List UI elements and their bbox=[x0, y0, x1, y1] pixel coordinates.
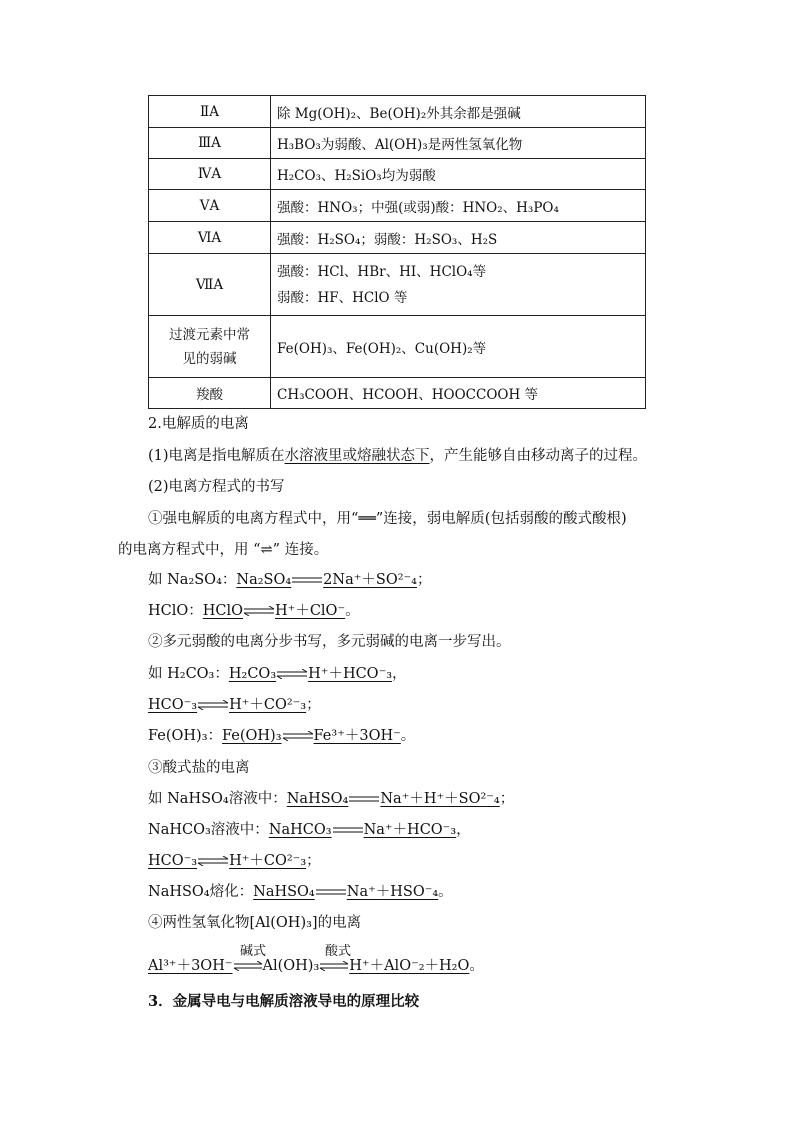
content-cell: CH₃COOH、HCOOH、HOOCCOOH 等 bbox=[271, 378, 646, 409]
punctuation: ； bbox=[306, 697, 321, 713]
equation-line bbox=[148, 695, 321, 715]
equation-line bbox=[148, 664, 407, 684]
equation-prefix: 如 H₂CO₃： bbox=[148, 666, 229, 682]
equation-line bbox=[148, 789, 514, 809]
equation-prefix: NaHCO₃溶液中： bbox=[148, 822, 269, 838]
group-cell: ⅤA bbox=[149, 190, 271, 222]
content-cell: Fe(OH)₃、Fe(OH)₂、Cu(OH)₂等 bbox=[271, 316, 646, 378]
equation-body bbox=[287, 791, 500, 807]
equation-right: H⁺＋AlO⁻₂＋H₂O bbox=[349, 958, 470, 974]
equation-line bbox=[148, 726, 415, 746]
punctuation: ； bbox=[499, 791, 515, 807]
text: (1)电离是指电解质在 bbox=[148, 448, 285, 464]
content-line: 弱酸：HF、HClO 等 bbox=[277, 289, 408, 306]
equation-line bbox=[148, 882, 453, 902]
product: H⁺＋HCO⁻₃ bbox=[308, 666, 393, 682]
punctuation: ， bbox=[456, 822, 471, 838]
equation-prefix: Fe(OH)₃： bbox=[148, 728, 223, 744]
equilibrium-arrow-icon bbox=[282, 731, 314, 741]
underlined-text: 水溶液里或熔融状态下 bbox=[284, 448, 430, 464]
paragraph: 的电离方程式中，用 “⇌” 连接。 bbox=[118, 542, 329, 558]
content-cell: 强酸：HNO₃；中强(或弱)酸：HNO₂、H₃PO₄ bbox=[271, 190, 646, 222]
reactant: NaHSO₄ bbox=[253, 884, 315, 900]
equilibrium-arrow-icon bbox=[319, 961, 349, 971]
table-row bbox=[149, 159, 646, 190]
table-row bbox=[149, 254, 646, 316]
equation-line bbox=[148, 956, 484, 976]
group-cell: ⅦA bbox=[149, 254, 271, 316]
punctuation: ， bbox=[392, 666, 407, 682]
equation-body bbox=[222, 728, 401, 744]
group-cell: 过渡元素中常见的弱碱 bbox=[149, 316, 271, 378]
content-cell: H₂CO₃、H₂SiO₃均为弱酸 bbox=[271, 159, 646, 190]
equals-sign-icon bbox=[332, 825, 364, 835]
paragraph: ②多元弱酸的电离分步书写，多元弱碱的电离一步写出。 bbox=[148, 634, 511, 650]
product: 2Na⁺＋SO²⁻₄ bbox=[323, 572, 417, 588]
product: H⁺＋ClO⁻ bbox=[275, 603, 346, 619]
reactant: HCO⁻₃ bbox=[148, 853, 198, 869]
content-cell bbox=[271, 254, 646, 316]
table-row bbox=[149, 96, 646, 128]
table-row bbox=[149, 222, 646, 254]
equation-line bbox=[148, 601, 360, 621]
equation-left: Al³⁺＋3OH⁻ bbox=[148, 958, 233, 974]
base-mode-label: 碱式 bbox=[240, 944, 267, 959]
equation-line bbox=[148, 820, 471, 840]
paragraph: (2)电离方程式的书写 bbox=[148, 479, 285, 495]
equation-prefix: NaHSO₄熔化： bbox=[148, 884, 254, 900]
reactant: Fe(OH)₃ bbox=[222, 728, 282, 744]
section-heading: 3．金属导电与电解质溶液导电的原理比较 bbox=[148, 993, 420, 1010]
section-heading: 2.电解质的电离 bbox=[148, 416, 249, 432]
paragraph: ①强电解质的电离方程式中，用“══”连接，弱电解质(包括弱酸的酸式酸根) bbox=[148, 511, 627, 527]
equation-prefix: 如 Na₂SO₄： bbox=[148, 572, 237, 588]
punctuation: 。 bbox=[345, 603, 360, 619]
reactant: NaHSO₄ bbox=[286, 791, 349, 807]
equilibrium-arrow-icon bbox=[243, 606, 275, 616]
equation-body bbox=[148, 853, 306, 869]
product: Na⁺＋HSO⁻₄ bbox=[346, 884, 439, 900]
table-row bbox=[149, 316, 646, 378]
punctuation: ； bbox=[306, 853, 321, 869]
content-cell: 除 Mg(OH)₂、Be(OH)₂外其余都是强碱 bbox=[271, 96, 646, 128]
equilibrium-arrow-icon bbox=[233, 961, 263, 971]
acid-base-table bbox=[148, 95, 646, 409]
product: Fe³⁺＋3OH⁻ bbox=[313, 728, 401, 744]
paragraph: ③酸式盐的电离 bbox=[148, 760, 250, 776]
equilibrium-arrow-icon bbox=[276, 669, 308, 679]
punctuation: 。 bbox=[469, 958, 484, 974]
group-cell: ⅢA bbox=[149, 128, 271, 159]
equation-body bbox=[269, 822, 456, 838]
equation-body bbox=[148, 697, 306, 713]
punctuation: 。 bbox=[400, 728, 416, 744]
content-cell: H₃BO₃为弱酸、Al(OH)₃是两性氢氧化物 bbox=[271, 128, 646, 159]
equilibrium-arrow-icon bbox=[197, 700, 229, 710]
equation-body bbox=[229, 666, 392, 682]
group-cell: ⅡA bbox=[149, 96, 271, 128]
group-cell: ⅥA bbox=[149, 222, 271, 254]
content-line: 强酸：HCl、HBr、HI、HClO₄等 bbox=[277, 263, 487, 280]
reactant: Na₂SO₄ bbox=[236, 572, 292, 588]
reactant: HCO⁻₃ bbox=[148, 697, 198, 713]
equation-body bbox=[203, 603, 345, 619]
product: H⁺＋CO²⁻₃ bbox=[229, 853, 307, 869]
group-cell: 羧酸 bbox=[149, 378, 271, 409]
product: Na⁺＋H⁺＋SO²⁻₄ bbox=[380, 791, 500, 807]
punctuation: ； bbox=[416, 572, 432, 588]
reactant: HClO bbox=[202, 603, 244, 619]
punctuation: 。 bbox=[438, 884, 453, 900]
equation-body bbox=[253, 884, 438, 900]
equilibrium-arrow-icon bbox=[197, 856, 229, 866]
group-cell: ⅣA bbox=[149, 159, 271, 190]
equation-body bbox=[236, 572, 417, 588]
product: Na⁺＋HCO⁻₃ bbox=[363, 822, 457, 838]
content-cell: 强酸：H₂SO₄；弱酸：H₂SO₃、H₂S bbox=[271, 222, 646, 254]
reactant: NaHCO₃ bbox=[268, 822, 332, 838]
product: H⁺＋CO²⁻₃ bbox=[229, 697, 307, 713]
equation-prefix: 如 NaHSO₄溶液中： bbox=[148, 791, 287, 807]
equation-prefix: HClO： bbox=[148, 603, 203, 619]
equals-sign-icon bbox=[348, 794, 380, 804]
table-row bbox=[149, 378, 646, 409]
table-row bbox=[149, 128, 646, 159]
equation-line bbox=[148, 851, 321, 871]
equals-sign-icon bbox=[315, 887, 347, 897]
equals-sign-icon bbox=[291, 575, 323, 585]
table-row bbox=[149, 190, 646, 222]
paragraph bbox=[148, 446, 647, 466]
equation-line bbox=[148, 570, 431, 590]
paragraph: ④两性氢氧化物[Al(OH)₃]的电离 bbox=[148, 915, 362, 931]
text: ，产生能够自由移动离子的过程。 bbox=[429, 448, 648, 464]
equation-middle: Al(OH)₃ bbox=[262, 958, 320, 974]
acid-mode-label: 酸式 bbox=[325, 944, 352, 959]
reactant: H₂CO₃ bbox=[228, 666, 277, 682]
